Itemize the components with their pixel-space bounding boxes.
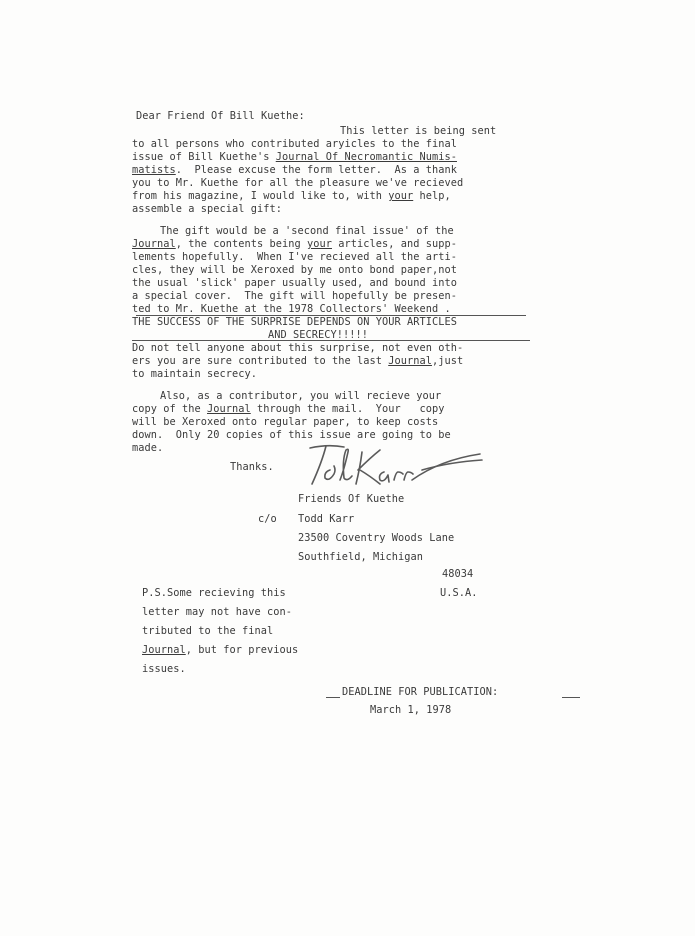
ps-line-3: tributed to the final <box>142 625 274 637</box>
p2-line-1: The gift would be a 'second final issue' of the <box>160 225 454 237</box>
p3-line-1: Also, as a contributor, you will recieve your <box>160 390 442 402</box>
p2-line-10: to maintain secrecy. <box>132 368 257 380</box>
p2-line-9: ers you are sure contributed to the last Journal,just <box>132 355 464 367</box>
p1-line-2: to all persons who contributed aryicles to the final <box>132 138 457 150</box>
sender-country: U.S.A. <box>440 587 478 599</box>
deadline-date: March 1, 1978 <box>370 704 452 716</box>
p1-line-6: from his magazine, I would like to, with your help, <box>132 190 451 202</box>
ps-line-2: letter may not have con- <box>142 606 292 618</box>
journal-title-cont: matists <box>132 164 176 176</box>
ps-line-1: P.S.Some recieving this <box>142 587 286 599</box>
deadline-rule-left <box>326 697 340 698</box>
p2-line-8: Do not tell anyone about this surprise, not even oth- <box>132 342 464 354</box>
salutation: Dear Friend Of Bill Kuethe: <box>136 110 305 122</box>
handwritten-signature <box>300 440 490 490</box>
deadline-label: DEADLINE FOR PUBLICATION: <box>342 686 499 698</box>
p1-line-4: matists. Please excuse the form letter. As a thank <box>132 164 457 176</box>
p2-line-4: cles, they will be Xeroxed by me onto bond paper,not <box>132 264 457 276</box>
p2-line-6: a special cover. The gift will hopefully be presen- <box>132 290 457 302</box>
p1-line-3: issue of Bill Kuethe's Journal Of Necromantic Numis- <box>132 151 457 163</box>
care-of-label: c/o <box>258 513 277 525</box>
p3-line-4: down. Only 20 copies of this issue are going to be <box>132 429 451 441</box>
journal-title: Journal Of Necromantic Numis- <box>275 151 457 163</box>
ps-line-5: issues. <box>142 663 186 675</box>
p3-line-2: copy of the Journal through the mail. Your copy <box>132 403 445 415</box>
p2-emphasis-2: AND SECRECY!!!!! <box>268 329 368 341</box>
deadline-rule-right <box>562 697 580 698</box>
p2-emphasis-1: THE SUCCESS OF THE SURPRISE DEPENDS ON YOUR ARTICLES <box>132 316 457 328</box>
p1-line-7: assemble a special gift: <box>132 203 282 215</box>
ps-line-4: Journal, but for previous <box>142 644 299 656</box>
p3-line-3: will be Xeroxed onto regular paper, to keep costs <box>132 416 439 428</box>
emphasis-rule-2 <box>132 340 530 341</box>
p1-line-5: you to Mr. Kuethe for all the pleasure we've recieved <box>132 177 464 189</box>
sender-zip: 48034 <box>442 568 474 580</box>
p2-line-5: the usual 'slick' paper usually used, and bound into <box>132 277 457 289</box>
sender-org: Friends Of Kuethe <box>298 493 405 505</box>
sender-street: 23500 Coventry Woods Lane <box>298 532 455 544</box>
p2-line-2: Journal, the contents being your articles, and supp- <box>132 238 457 250</box>
p1-line-1: This letter is being sent <box>340 125 497 137</box>
sender-name: Todd Karr <box>298 513 355 525</box>
p3-line-5: made. <box>132 442 164 454</box>
p2-line-7: ted to Mr. Kuethe at the 1978 Collectors' Weekend . <box>132 303 451 315</box>
sender-city: Southfield, Michigan <box>298 551 423 563</box>
p2-line-3: lements hopefully. When I've recieved all the arti- <box>132 251 457 263</box>
closing: Thanks. <box>230 461 274 473</box>
